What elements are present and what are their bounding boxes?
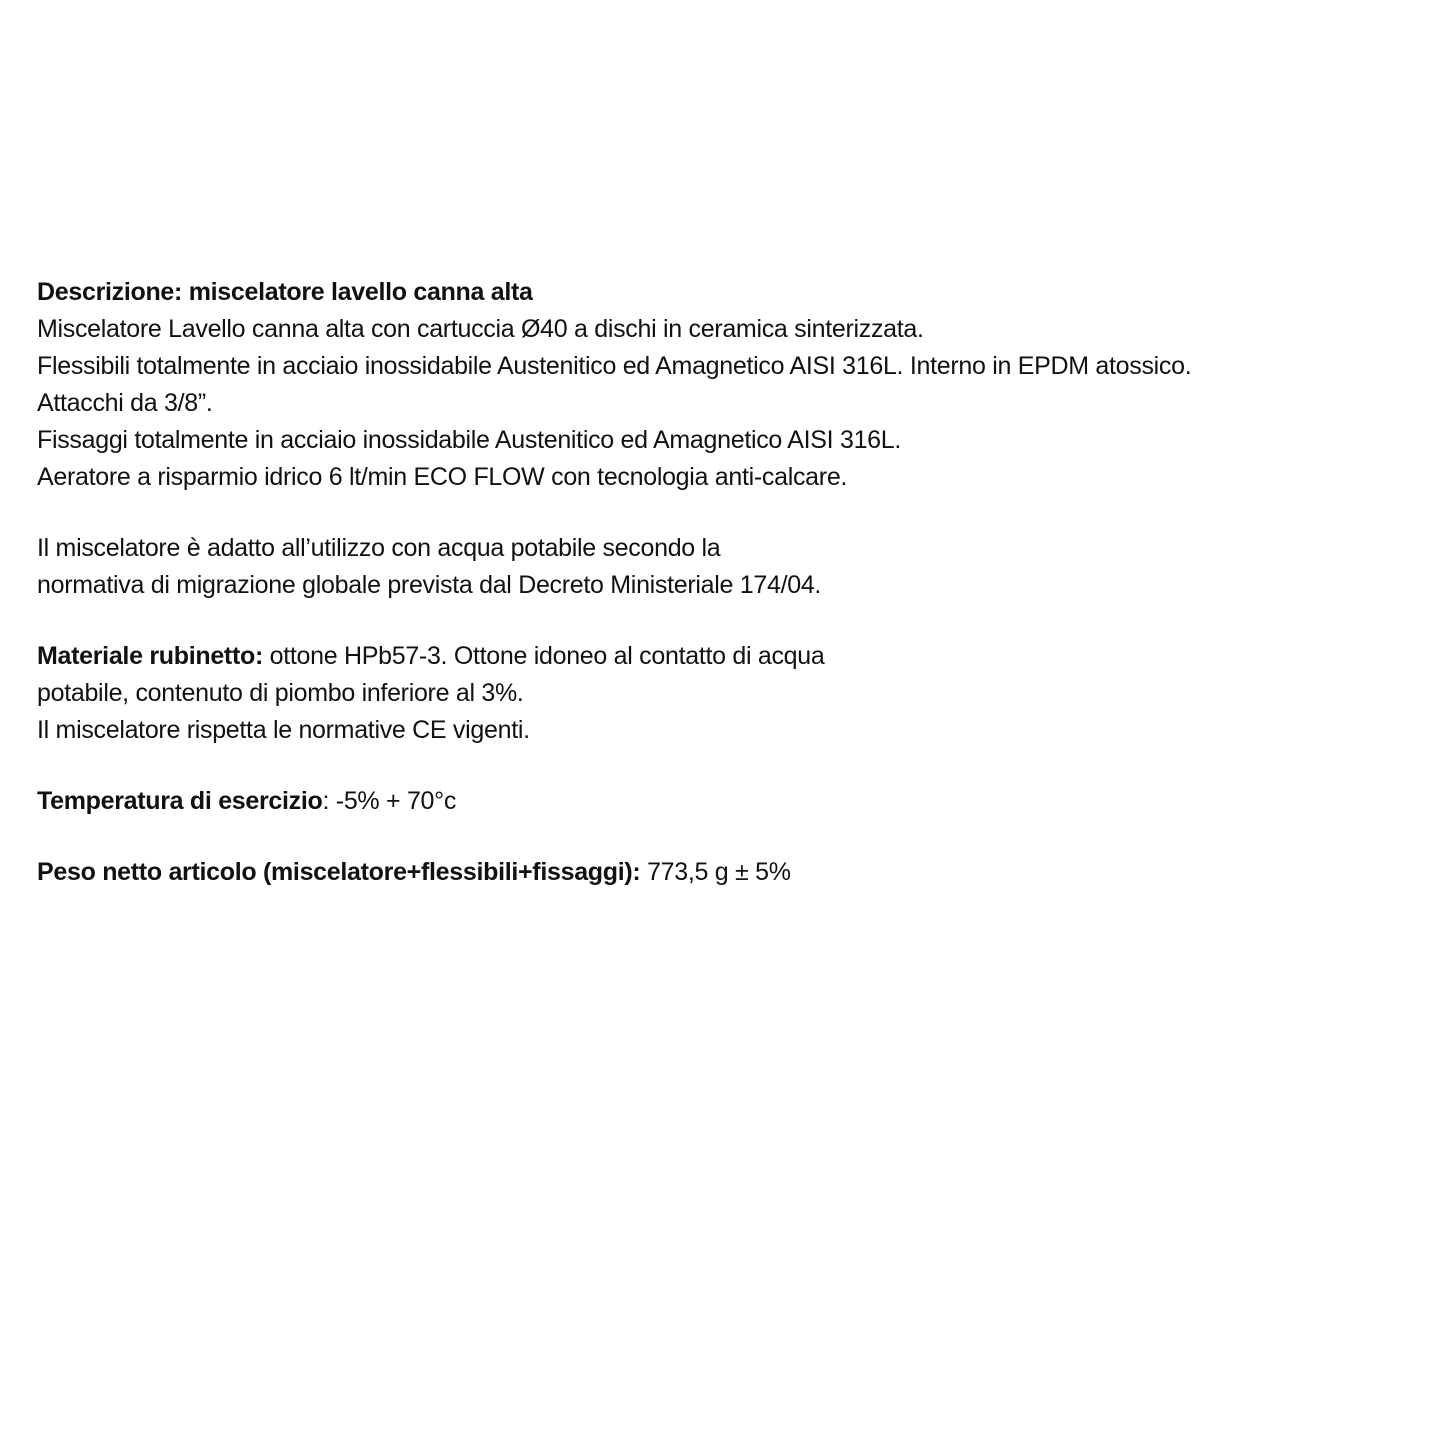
paragraph-gap: [37, 820, 1417, 854]
description-line: Fissaggi totalmente in acciaio inossidabile Austenitico ed Amagnetico AISI 316L.: [37, 426, 902, 454]
description-line: Attacchi da 3/8”.: [37, 389, 213, 417]
description-heading: Descrizione: miscelatore lavello canna alta: [37, 278, 533, 306]
material-label: Materiale rubinetto:: [37, 642, 263, 670]
weight-value: 773,5 g ± 5%: [640, 858, 791, 886]
weight-line: [37, 854, 1417, 891]
product-spec-document: [37, 274, 1417, 891]
temperature-value: : -5% + 70°c: [322, 787, 457, 815]
weight-label: Peso netto articolo (miscelatore+flessibili+fissaggi):: [37, 858, 641, 886]
paragraph-gap: [37, 604, 1417, 638]
temperature-label: Temperatura di esercizio: [37, 787, 323, 815]
potable-line: Il miscelatore è adatto all’utilizzo con acqua potabile secondo la: [37, 534, 721, 562]
material-line: [37, 638, 1417, 675]
material-line: potabile, contenuto di piombo inferiore al 3%.: [37, 679, 524, 707]
paragraph-gap: [37, 496, 1417, 530]
potable-line: normativa di migrazione globale prevista dal Decreto Ministeriale 174/04.: [37, 571, 822, 599]
material-line: Il miscelatore rispetta le normative CE vigenti.: [37, 716, 530, 744]
temperature-line: [37, 783, 1417, 820]
material-value: ottone HPb57-3. Ottone idoneo al contatto di acqua: [262, 642, 825, 670]
description-line: Aeratore a risparmio idrico 6 lt/min ECO FLOW con tecnologia anti-calcare.: [37, 463, 848, 491]
paragraph-gap: [37, 749, 1417, 783]
description-line: Flessibili totalmente in acciaio inossidabile Austenitico ed Amagnetico AISI 316L. Interno in EPDM atossico.: [37, 352, 1192, 380]
description-line: Miscelatore Lavello canna alta con cartuccia Ø40 a dischi in ceramica sinterizzata.: [37, 315, 924, 343]
